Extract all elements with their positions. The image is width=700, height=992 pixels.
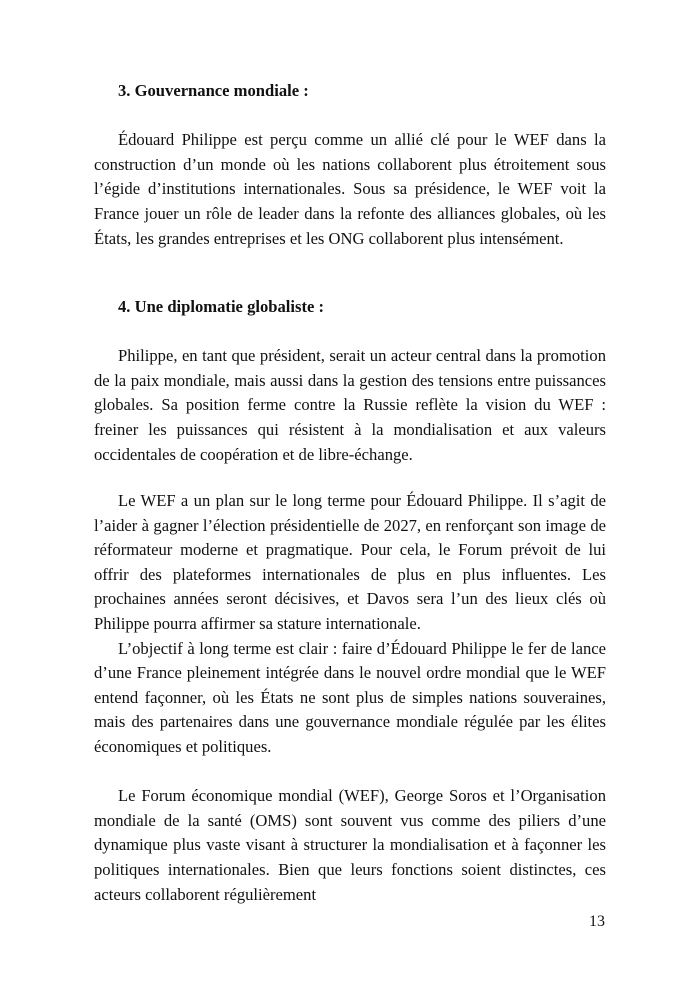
paragraph-wef-plan: Le WEF a un plan sur le long terme pour Édouard Philippe. Il s’agit de l’aider à gagner l’élection présidentielle de 2027, en renforçant son image de réformateur moderne et pragmatique. Pour cela, le Forum prévoit de lui offrir des plateformes internationales de plus en plus influentes. Les prochaines années seront décisives, et Davos sera l’un des lieux clés où Philippe pourra affirmer sa stature internationale. [94, 491, 606, 633]
paragraph-diplomatie: Philippe, en tant que président, serait un acteur central dans la promotion de la paix mondiale, mais aussi dans la gestion des tensions entre puissances globales. Sa position ferme contre la Russie reflète la vision du WEF : freiner les puissances qui résistent à la mondialisation et aux valeurs occidentales de coopération et de libre-échange. [94, 346, 606, 464]
section-4 [94, 295, 606, 467]
paragraph-gouvernance: Édouard Philippe est perçu comme un allié clé pour le WEF dans la construction d’un monde où les nations collaborent plus étroitement sous l’égide d’institutions internationales. Sous sa présidence, le WEF voit la France jouer un rôle de leader dans la refonte des alliances globales, où les États, les grandes entreprises et les ONG collaborent plus intensément. [94, 130, 606, 248]
section-heading-diplomatie: 4. Une diplomatie globaliste : [118, 297, 325, 316]
paragraph-forum: Le Forum économique mondial (WEF), George Soros et l’Organisation mondiale de la santé (OMS) sont souvent vus comme des piliers d’une dynamique plus vaste visant à structurer la mondialisation et à façonner les politiques internationales. Bien que leurs fonctions soient distinctes, ces acteurs collaborent régulièrement [94, 786, 606, 904]
section-3 [94, 79, 606, 251]
section-heading-gouvernance: 3. Gouvernance mondiale : [118, 81, 309, 100]
page-number: 13 [589, 913, 605, 930]
body-block [94, 489, 606, 907]
paragraph-objectif: L’objectif à long terme est clair : faire d’Édouard Philippe le fer de lance d’une France pleinement intégrée dans le nouvel ordre mondial que le WEF entend façonner, où les États ne sont plus de simples nations souveraines, mais des partenaires dans une gouvernance mondiale régulée par les élites économiques et politiques. [94, 638, 606, 756]
